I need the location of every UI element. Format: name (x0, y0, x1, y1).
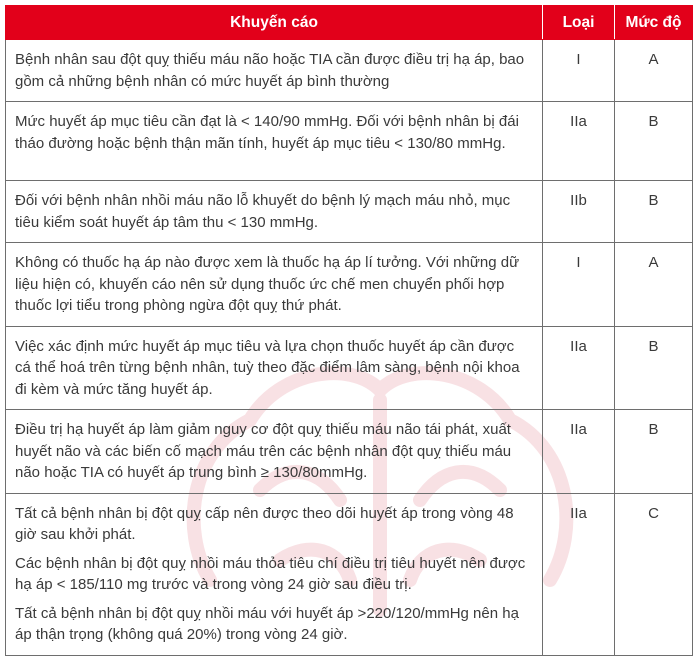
table-row (6, 326, 693, 410)
recommendation-text: Đối với bệnh nhân nhồi máu não lỗ khuyết do bệnh lý mạch máu nhỏ, mục tiêu kiểm soát huyết áp tâm thu < 130 mmHg. (15, 192, 511, 231)
class-cell: I (543, 40, 615, 102)
class-cell: IIa (543, 326, 615, 410)
class-cell: IIa (543, 493, 615, 655)
level-cell: B (615, 410, 693, 494)
class-cell: IIa (543, 410, 615, 494)
level-cell: A (615, 40, 693, 102)
recommendation-text: Tất cả bệnh nhân bị đột quỵ cấp nên được theo dõi huyết áp trong vòng 48 giờ sau khởi phát. (15, 504, 514, 543)
recommendation-cell (6, 102, 543, 181)
recommendation-cell (6, 40, 543, 102)
level-cell: B (615, 102, 693, 181)
level-cell: A (615, 243, 693, 327)
recommendation-cell (6, 493, 543, 655)
level-cell: B (615, 181, 693, 243)
table-row (6, 410, 693, 494)
recommendation-text: Không có thuốc hạ áp nào được xem là thuốc hạ áp lí tưởng. Với những dữ liệu hiện có, khuyến cáo nên sử dụng thuốc ức chế men chuyển phối hợp thuốc lợi tiểu trong phòng ngừa đột quỵ thứ phát. (15, 254, 520, 314)
header-recommendation: Khuyến cáo (6, 6, 543, 40)
table-row (6, 102, 693, 181)
recommendation-text: Mức huyết áp mục tiêu cần đạt là < 140/90 mmHg. Đối với bệnh nhân bị đái tháo đường hoặc bệnh thận mãn tính, huyết áp mục tiêu < 130/80 mmHg. (15, 113, 519, 152)
table-row (6, 243, 693, 327)
class-cell: IIa (543, 102, 615, 181)
table-header-row (6, 6, 693, 40)
recommendation-cell (6, 326, 543, 410)
class-cell: IIb (543, 181, 615, 243)
level-cell: C (615, 493, 693, 655)
table-row (6, 40, 693, 102)
recommendation-cell (6, 410, 543, 494)
header-class: Loại (543, 6, 615, 40)
level-cell: B (615, 326, 693, 410)
recommendation-text: Điều trị hạ huyết áp làm giảm nguy cơ đột quỵ thiếu máu não tái phát, xuất huyết não và các biến cố mạch máu trên các bệnh nhân đột quỵ thiếu máu não hoặc TIA có huyết áp trung bình ≥ 130/80mmHg. (15, 421, 512, 481)
table-row (6, 181, 693, 243)
header-level: Mức độ (615, 6, 693, 40)
class-cell: I (543, 243, 615, 327)
recommendation-text: Tất cả bệnh nhân bị đột quỵ nhồi máu với huyết áp >220/120/mmHg nên hạ áp thận trọng (không quá 20%) trong vòng 24 giờ. (15, 604, 519, 643)
recommendation-cell (6, 181, 543, 243)
recommendation-text: Các bệnh nhân bị đột quỵ nhồi máu thỏa tiêu chí điều trị tiêu huyết nên được hạ áp < 185/110 mg trước và trong vòng 24 giờ sau điều trị. (15, 554, 526, 593)
recommendation-cell (6, 243, 543, 327)
recommendation-table (5, 5, 693, 656)
table-row (6, 493, 693, 655)
recommendation-text: Việc xác định mức huyết áp mục tiêu và lựa chọn thuốc huyết áp cần được cá thể hoá trên từng bệnh nhân, tuỳ theo đặc điểm lâm sàng, bệnh nội khoa đi kèm và mức tăng huyết áp. (15, 337, 520, 398)
recommendation-text: Bệnh nhân sau đột quỵ thiếu máu não hoặc TIA cần được điều trị hạ áp, bao gồm cả những bệnh nhân có mức huyết áp bình thường (15, 51, 525, 90)
